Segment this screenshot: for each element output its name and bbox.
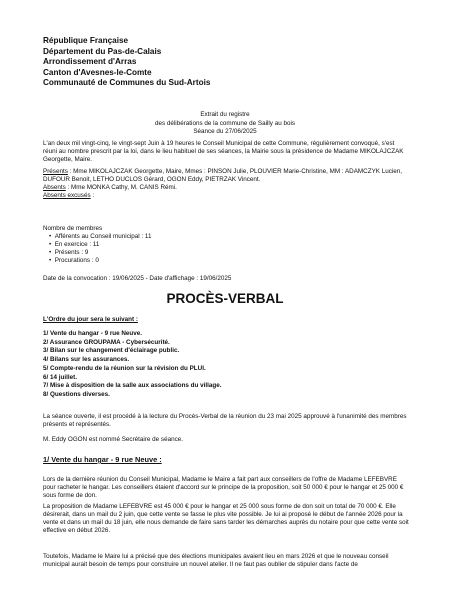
section-heading: 1/ Vente du hangar - 9 rue Neuve : (43, 455, 162, 464)
letterhead-line: Département du Pas-de-Calais (43, 46, 162, 56)
attendance-block (43, 168, 410, 200)
presents-line (43, 168, 410, 184)
page-title: PROCÈS-VERBAL (166, 291, 284, 306)
excuses-line (43, 192, 410, 200)
presents-text: : Mme MIKOLAJCZAK Georgette, Maire, Mmes : PINSON Julie, PLOUVIER Marie-Christine, MM : ADAMCZYK Lucien, DUFOUR Benoit, LETHO DUCLOS Gérard, OGON Eddy, PIETRZAK Vincent. (43, 168, 403, 184)
section-paragraph: Lors de la dernière réunion du Conseil Municipal, Madame le Maire a fait part aux conseillers de l'offre de Madame LEFEBVRE pour racheter le hangar. Les conseillers étaient d'accord sur le principe de la proposition, soit 50 000 € pour le hangar et 25 000 € sous forme de don. (43, 476, 404, 500)
dates-line: Date de la convocation : 19/06/2025 - Date d'affichage : 19/06/2025 (43, 275, 232, 282)
agenda-item: 5/ Compte-rendu de la réunion sur la révision du PLUI. (43, 364, 206, 372)
members-block (43, 225, 410, 265)
intro-paragraph: L'an deux mil vingt-cinq, le vingt-sept Juin à 19 heures le Conseil Municipal de cette Commune, régulièrement convoqué, s'est réuni au nombre prescrit par la loi, dans le lieu habituel de ses séances, la Mairie sous la présidence de Madame MIKOLAJCZAK Georgette, Maire. (43, 140, 404, 164)
agenda-item: 8/ Questions diverses. (43, 390, 110, 398)
agenda-list (43, 330, 410, 400)
letterhead-line: Arrondissement d'Arras (43, 57, 137, 67)
extract-heading (0, 111, 450, 137)
members-item: • Afférents au Conseil municipal : 11 (49, 233, 152, 241)
opening-paragraph: La séance ouverte, il est procédé à la lecture du Procès-Verbal de la réunion du 23 mai 2025 approuvé à l'unanimité des membres présents et représentés. (43, 413, 407, 429)
agenda-heading: L'Ordre du jour sera le suivant : (43, 316, 138, 323)
absents-line (43, 184, 410, 192)
session-date: Séance du 27/06/2025 (193, 128, 257, 136)
section-paragraph: La proposition de Madame LEFEBVRE est 45 000 € pour le hangar et 25 000 sous forme de don soit un total de 70 000 €. Elle désirerait, dans un mail du 2 juin, que cette vente se fasse le plus vite possible. Je lui ai proposé le début de l'année 2026 pour la vente et dans un mail du 18 juin, elle nous demande de faire sans tarder les démarches auprès du notaire pour que cette vente soit effective en début 2026. (43, 503, 409, 535)
agenda-item: 1/ Vente du hangar - 9 rue Neuve. (43, 330, 143, 337)
agenda-item: 3/ Bilan sur le changement d'éclairage public. (43, 347, 180, 355)
extract-line: des délibérations de la commune de Sailly au bois (154, 119, 295, 127)
members-item: • Procurations : 0 (49, 257, 99, 265)
letterhead-line: Canton d'Avesnes-le-Comte (43, 67, 152, 77)
members-item: • Présents : 9 (49, 249, 89, 257)
agenda-item: 4/ Bilans sur les assurances. (43, 356, 130, 364)
absents-label: Absents (43, 184, 66, 192)
members-heading: Nombre de membres (43, 225, 103, 232)
excuses-text: : (90, 192, 95, 200)
section-paragraph: Toutefois, Madame le Maire lui a précisé que des élections municipales avaient lieu en mars 2026 et que le nouveau conseil municipal aurait besoin de temps pour construire un nouvel atelier. Il ne faut pas oublier de stipuler dans l'acte de (43, 553, 389, 569)
members-item: • En exercice : 11 (49, 241, 100, 249)
letterhead-line: République Française (43, 36, 129, 45)
letterhead (43, 36, 210, 89)
secretary-line: M. Eddy OGON est nommé Secrétaire de séance. (43, 436, 183, 443)
presents-label: Présents (43, 168, 68, 175)
agenda-item: 2/ Assurance GROUPAMA - Cybersécurité. (43, 338, 170, 346)
letterhead-line: Communauté de Communes du Sud-Artois (43, 78, 211, 88)
excuses-label: Absents excusés (43, 192, 91, 200)
extract-line: Extrait du registre (200, 111, 250, 118)
agenda-item: 7/ Mise à disposition de la salle aux associations du village. (43, 382, 222, 390)
absents-text: : Mme MONKA Cathy, M. CANIS Rémi. (65, 184, 177, 192)
agenda-item: 6/ 14 juillet. (43, 373, 77, 381)
